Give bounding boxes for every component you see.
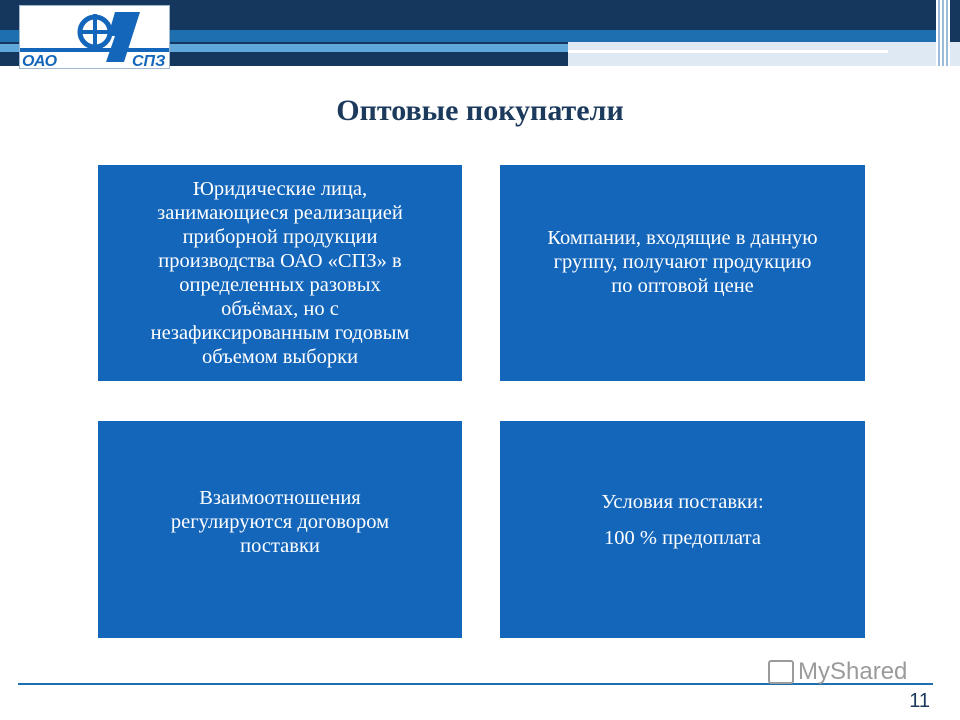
box-line: Юридические лица,: [192, 178, 368, 200]
box-line: регулируются договором: [170, 510, 390, 533]
company-logo: [19, 5, 170, 69]
box-line: приборной продукции: [182, 226, 378, 248]
box-line: производства ОАО «СПЗ» в: [158, 250, 402, 272]
box-line: объёмах, но с: [221, 298, 339, 320]
box-line: незафиксированным годовым: [150, 322, 410, 344]
box-line: Условия поставки:: [601, 490, 764, 513]
box-line: Взаимоотношения: [199, 486, 361, 509]
box-line: 100 % предоплата: [604, 526, 761, 549]
box-line: Компании, входящие в данную: [547, 227, 818, 249]
watermark-icon: [768, 660, 794, 684]
box-line: определенных разовых: [179, 274, 381, 296]
logo-text-left: ОАО: [22, 53, 58, 68]
header-stripe-pale: [568, 42, 960, 66]
box-legal-entities: [98, 165, 462, 381]
header-bars-decoration: [936, 0, 950, 66]
box-line: группу, получают продукцию: [553, 251, 812, 273]
logo-text-center: 1: [20, 6, 21, 7]
logo-text-right: СПЗ: [132, 53, 166, 68]
box-line: объемом выборки: [201, 346, 359, 368]
company-logo-icon: [20, 6, 169, 68]
box-line: занимающиеся реализацией: [157, 202, 403, 224]
box-delivery-terms: [500, 421, 865, 638]
page-number: 11: [909, 690, 930, 712]
header-stripe-white: [568, 50, 888, 53]
box-line: по оптовой цене: [611, 275, 754, 297]
slide-title: Оптовые покупатели: [336, 94, 624, 127]
watermark-text: MyShared: [798, 658, 908, 685]
box-group-companies: [500, 165, 865, 381]
box-line: поставки: [240, 534, 320, 557]
box-relationships: [98, 421, 462, 638]
watermark: [768, 658, 907, 686]
